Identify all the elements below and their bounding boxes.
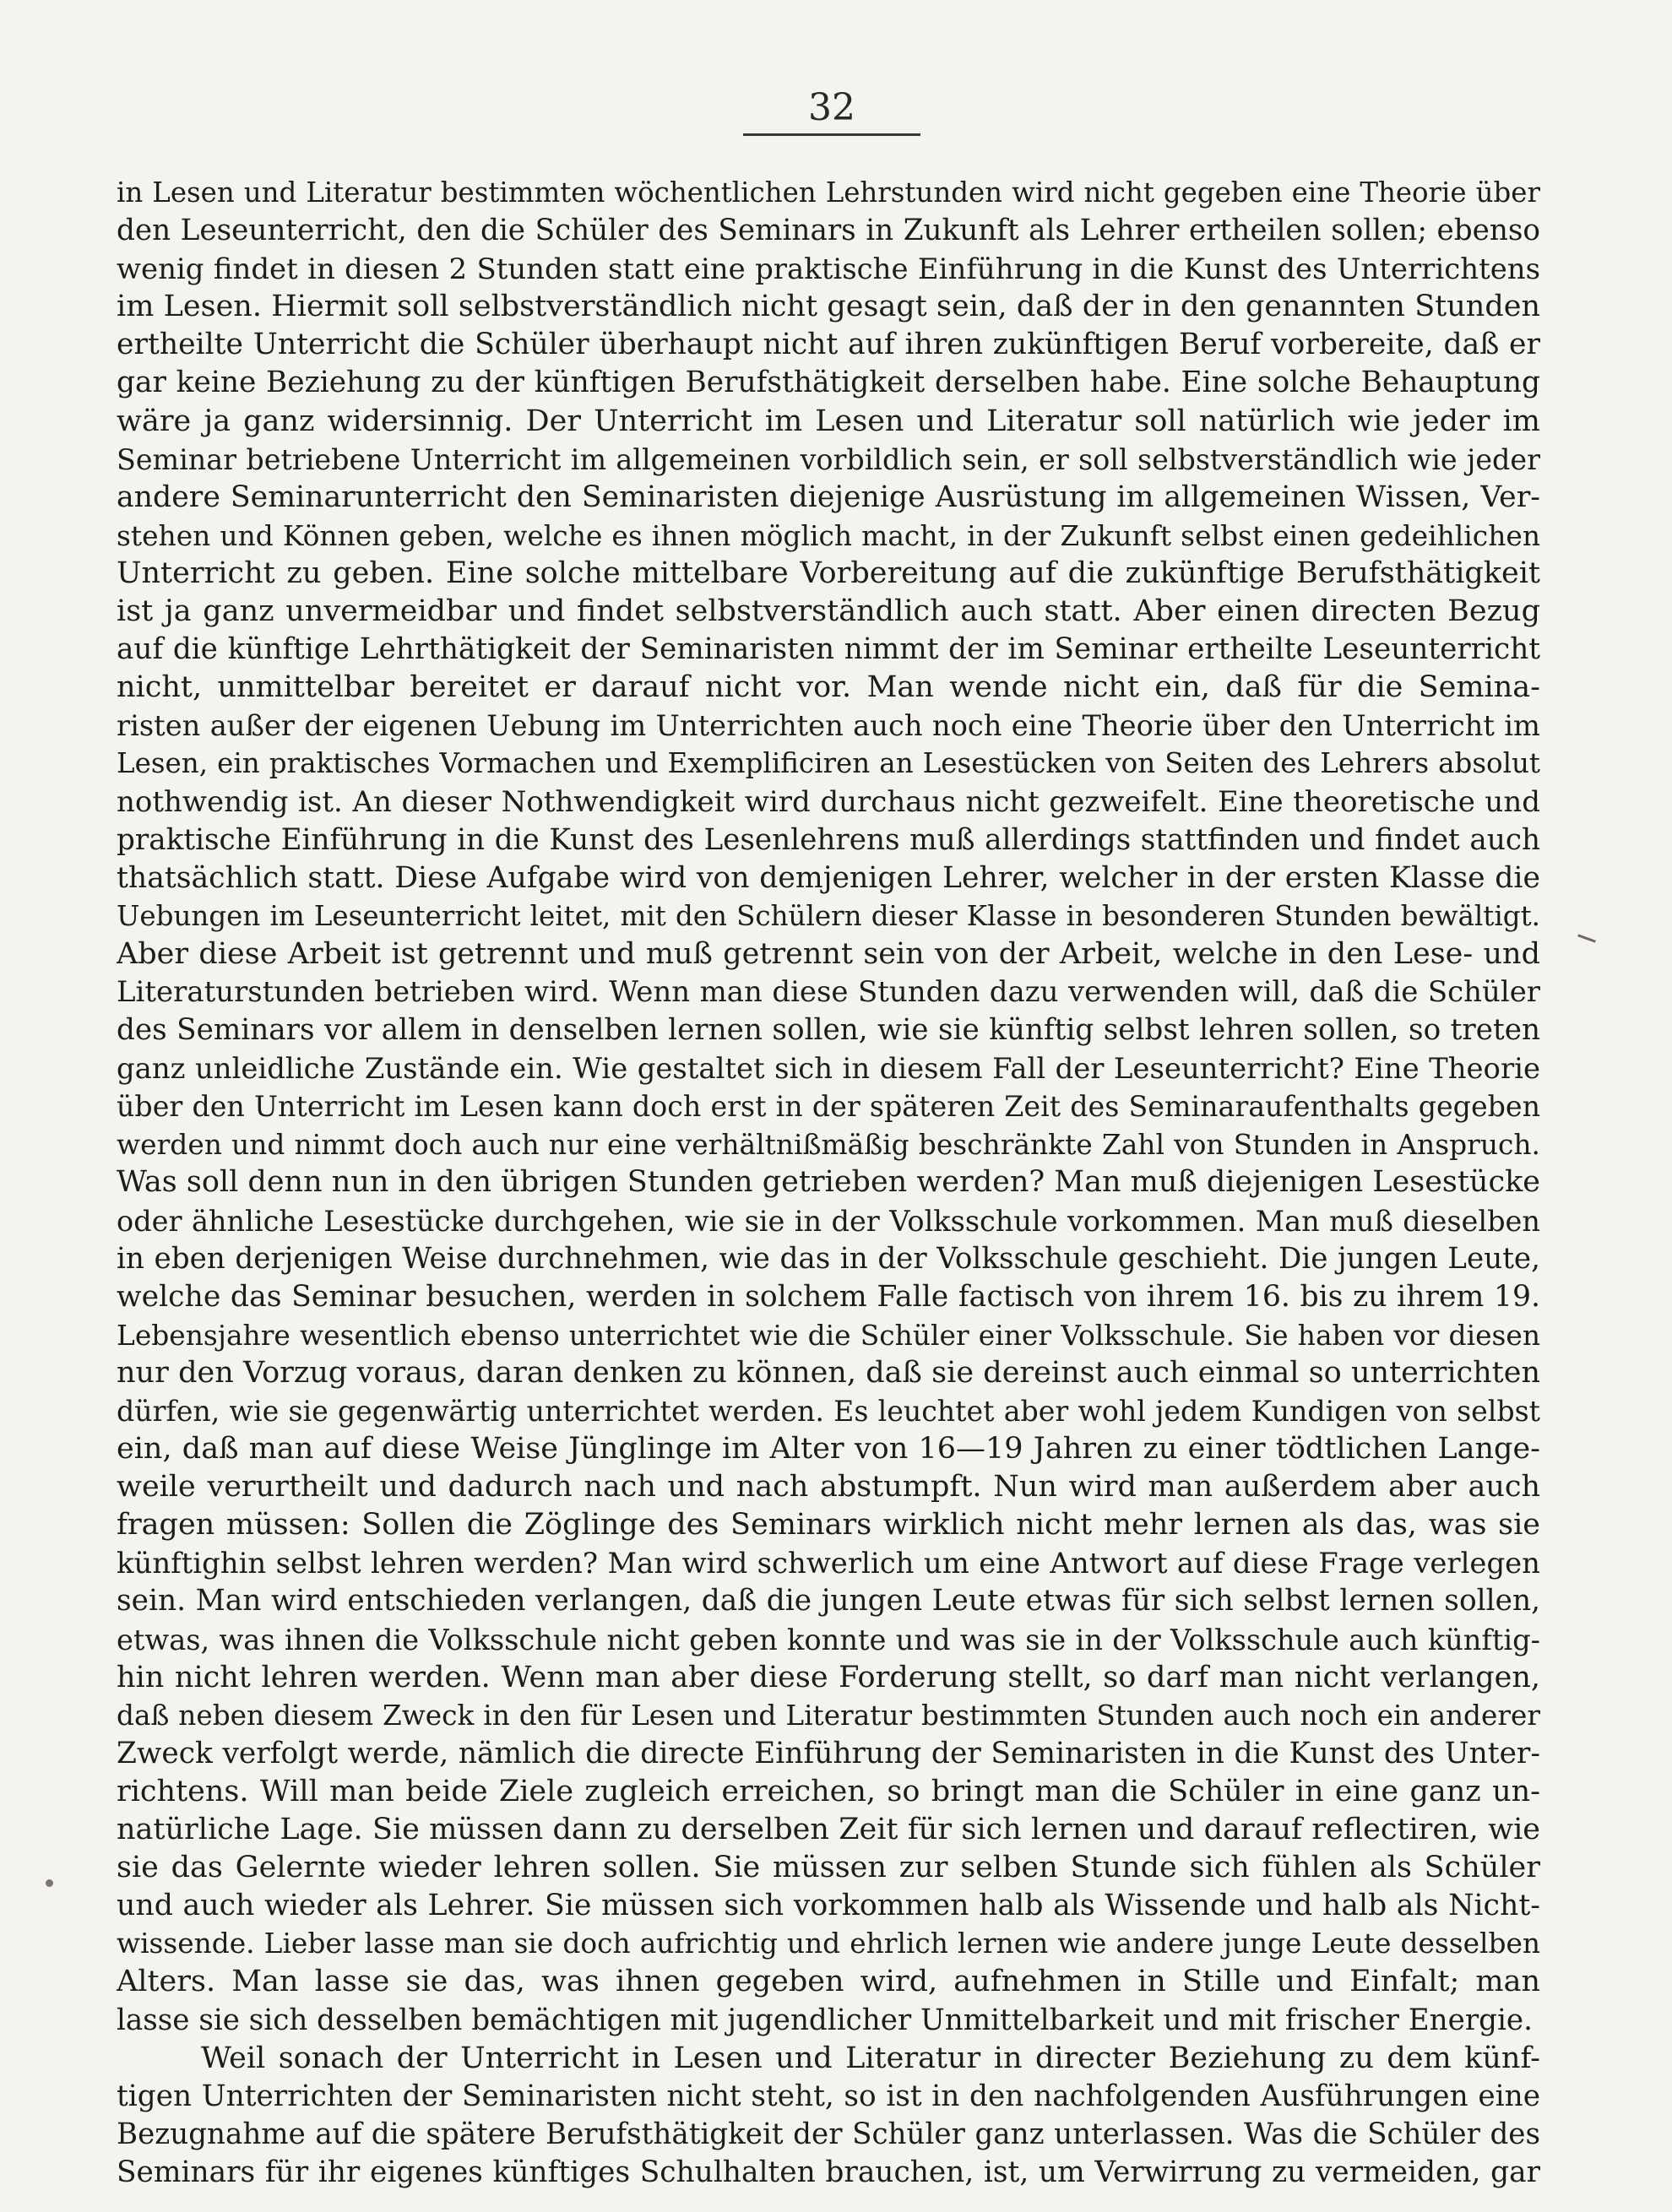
text-line: nothwendig ist. An dieser Nothwendigkeit wird durchaus nicht gezweifelt. Eine theoretische und <box>117 784 1540 819</box>
text-line: weile verurtheilt und dadurch nach und nach abstumpft. Nun wird man außerdem aber auch <box>117 1470 1540 1504</box>
text-line: Seminar betriebene Unterricht im allgemeinen vorbildlich sein, er soll selbstverständlich wie jeder <box>117 442 1540 476</box>
text-line: sie das Gelernte wieder lehren sollen. Sie müssen zur selben Stunde sich fühlen als Schüler <box>117 1851 1540 1885</box>
body-text <box>117 174 1540 2192</box>
text-line: natürliche Lage. Sie müssen dann zu derselben Zeit für sich lernen und darauf reflectiren, wie <box>117 1813 1540 1847</box>
text-line: Lebensjahre wesentlich ebenso unterrichtet wie die Schüler einer Volksschule. Sie haben vor diesen <box>117 1318 1540 1352</box>
text-line: über den Unterricht im Lesen kann doch erst in der späteren Zeit des Seminaraufenthalts gegeben <box>117 1090 1540 1124</box>
text-line: wissende. Lieber lasse man sie doch aufrichtig und ehrlich lernen wie andere junge Leute desselben <box>117 1927 1540 1960</box>
text-line: oder ähnliche Lesestücke durchgehen, wie sie in der Volksschule vorkommen. Man muß dieselben <box>117 1204 1540 1238</box>
text-line: sein. Man wird entschieden verlangen, daß die jungen Leute etwas für sich selbst lernen sollen, <box>117 1584 1540 1618</box>
text-line: daß neben diesem Zweck in den für Lesen und Literatur bestimmten Stunden auch noch ein anderer <box>117 1699 1540 1732</box>
text-line: Zweck verfolgt werde, nämlich die directe Einführung der Seminaristen in die Kunst des Unter- <box>117 1736 1540 1770</box>
text-line: tigen Unterrichten der Seminaristen nicht steht, so ist in den nachfolgenden Ausführungen eine <box>117 2079 1540 2113</box>
text-line: im Lesen. Hiermit soll selbstverständlich nicht gesagt sein, daß der in den genannten Stunden <box>117 290 1540 324</box>
text-line: Bezugnahme auf die spätere Berufsthätigkeit der Schüler ganz unterlassen. Was die Schüler des <box>117 2117 1540 2151</box>
text-line: des Seminars vor allem in denselben lernen sollen, wie sie künftig selbst lehren sollen, so treten <box>117 1013 1540 1048</box>
text-line: dürfen, wie sie gegenwärtig unterrichtet werden. Es leuchtet aber wohl jedem Kundigen von selbst <box>117 1395 1540 1428</box>
margin-pencil-mark <box>1577 934 1596 942</box>
text-line: Weil sonach der Unterricht in Lesen und Literatur in directer Beziehung zu dem künf- <box>201 2041 1540 2075</box>
text-line: stehen und Können geben, welche es ihnen möglich macht, in der Zukunft selbst einen gedeihlichen <box>117 518 1540 552</box>
text-line: risten außer der eigenen Uebung im Unterrichten auch noch eine Theorie über den Unterricht im <box>117 709 1540 743</box>
text-line: Seminars für ihr eigenes künftiges Schulhalten brauchen, ist, um Verwirrung zu vermeiden, gar <box>117 2155 1540 2189</box>
text-line: ein, daß man auf diese Weise Jünglinge im Alter von 16—19 Jahren zu einer tödtlichen Lange- <box>117 1432 1540 1467</box>
text-line: in Lesen und Literatur bestimmten wöchentlichen Lehrstunden wird nicht gegeben eine Theorie über <box>117 176 1540 209</box>
text-line: fragen müssen: Sollen die Zöglinge des Seminars wirklich nicht mehr lernen als das, was sie <box>117 1508 1540 1542</box>
text-line: den Leseunterricht, den die Schüler des Seminars in Zukunft als Lehrer ertheilen sollen; ebenso <box>117 214 1540 248</box>
text-line: auf die künftige Lehrthätigkeit der Seminaristen nimmt der im Seminar ertheilte Leseunterricht <box>117 632 1540 667</box>
text-line: und auch wieder als Lehrer. Sie müssen sich vorkommen halb als Wissende und halb als Nicht- <box>117 1889 1540 1923</box>
text-line: thatsächlich statt. Diese Aufgabe wird von demjenigen Lehrer, welcher in der ersten Klasse die <box>117 860 1540 895</box>
text-line: wenig findet in diesen 2 Stunden statt eine praktische Einführung in die Kunst des Unterrichtens <box>117 252 1540 286</box>
text-line: in eben derjenigen Weise durchnehmen, wie das in der Volksschule geschieht. Die jungen Leute, <box>117 1241 1540 1276</box>
text-line: lasse sie sich desselben bemächtigen mit jugendlicher Unmittelbarkeit und mit frischer Energie. <box>117 2003 1533 2037</box>
text-line: ertheilte Unterricht die Schüler überhaupt nicht auf ihren zukünftigen Beruf vorbereite, daß er <box>117 328 1540 362</box>
text-line: praktische Einführung in die Kunst des Lesenlehrens muß allerdings stattfinden und findet auch <box>117 822 1540 857</box>
text-line: Was soll denn nun in den übrigen Stunden getrieben werden? Man muß diejenigen Lesestücke <box>117 1165 1540 1200</box>
text-line: nicht, unmittelbar bereitet er darauf nicht vor. Man wende nicht ein, daß für die Semina- <box>117 670 1540 705</box>
text-line: Literaturstunden betrieben wird. Wenn man diese Stunden dazu verwenden will, daß die Schüler <box>117 974 1540 1009</box>
text-line: Alters. Man lasse sie das, was ihnen gegeben wird, aufnehmen in Stille und Einfalt; man <box>117 1965 1540 1999</box>
text-line: hin nicht lehren werden. Wenn man aber diese Forderung stellt, so darf man nicht verlangen, <box>117 1660 1540 1694</box>
text-line: nur den Vorzug voraus, daran denken zu können, daß sie dereinst auch einmal so unterrichten <box>117 1355 1540 1390</box>
text-line: Unterricht zu geben. Eine solche mittelbare Vorbereitung auf die zukünftige Berufsthätigkeit <box>117 556 1540 590</box>
text-line: ganz unleidliche Zustände ein. Wie gestaltet sich in diesem Fall der Leseunterricht? Eine Theorie <box>117 1052 1540 1086</box>
margin-dot <box>46 1879 53 1887</box>
text-line: andere Seminarunterricht den Seminaristen diejenige Ausrüstung im allgemeinen Wissen, Ver- <box>117 480 1540 514</box>
text-line: wäre ja ganz widersinnig. Der Unterricht im Lesen und Literatur soll natürlich wie jeder im <box>117 404 1540 438</box>
text-line: welche das Seminar besuchen, werden in solchem Falle factisch von ihrem 16. bis zu ihrem 19. <box>117 1279 1540 1314</box>
text-line: Aber diese Arbeit ist getrennt und muß getrennt sein von der Arbeit, welche in den Lese- und <box>117 936 1540 971</box>
header-rule <box>743 133 920 136</box>
text-line: gar keine Beziehung zu der künftigen Berufsthätigkeit derselben habe. Eine solche Behauptung <box>117 366 1540 400</box>
text-line: richtens. Will man beide Ziele zugleich erreichen, so bringt man die Schüler in eine ganz un- <box>117 1774 1540 1808</box>
text-line: künftighin selbst lehren werden? Man wird schwerlich um eine Antwort auf diese Frage verlegen <box>117 1547 1540 1580</box>
text-line: werden und nimmt doch auch nur eine verhältnißmäßig beschränkte Zahl von Stunden in Anspruch. <box>117 1128 1540 1162</box>
text-line: ist ja ganz unvermeidbar und findet selbstverständlich auch statt. Aber einen directen Bezug <box>117 594 1540 629</box>
text-line: Uebungen im Leseunterricht leitet, mit den Schülern dieser Klasse in besonderen Stunden bewältigt. <box>117 899 1540 932</box>
text-line: etwas, was ihnen die Volksschule nicht geben konnte und was sie in der Volksschule auch künftig- <box>117 1623 1540 1656</box>
page-number: 32 <box>808 86 855 129</box>
text-line: Lesen, ein praktisches Vormachen und Exemplificiren an Lesestücken von Seiten des Lehrers absolut <box>117 747 1540 780</box>
